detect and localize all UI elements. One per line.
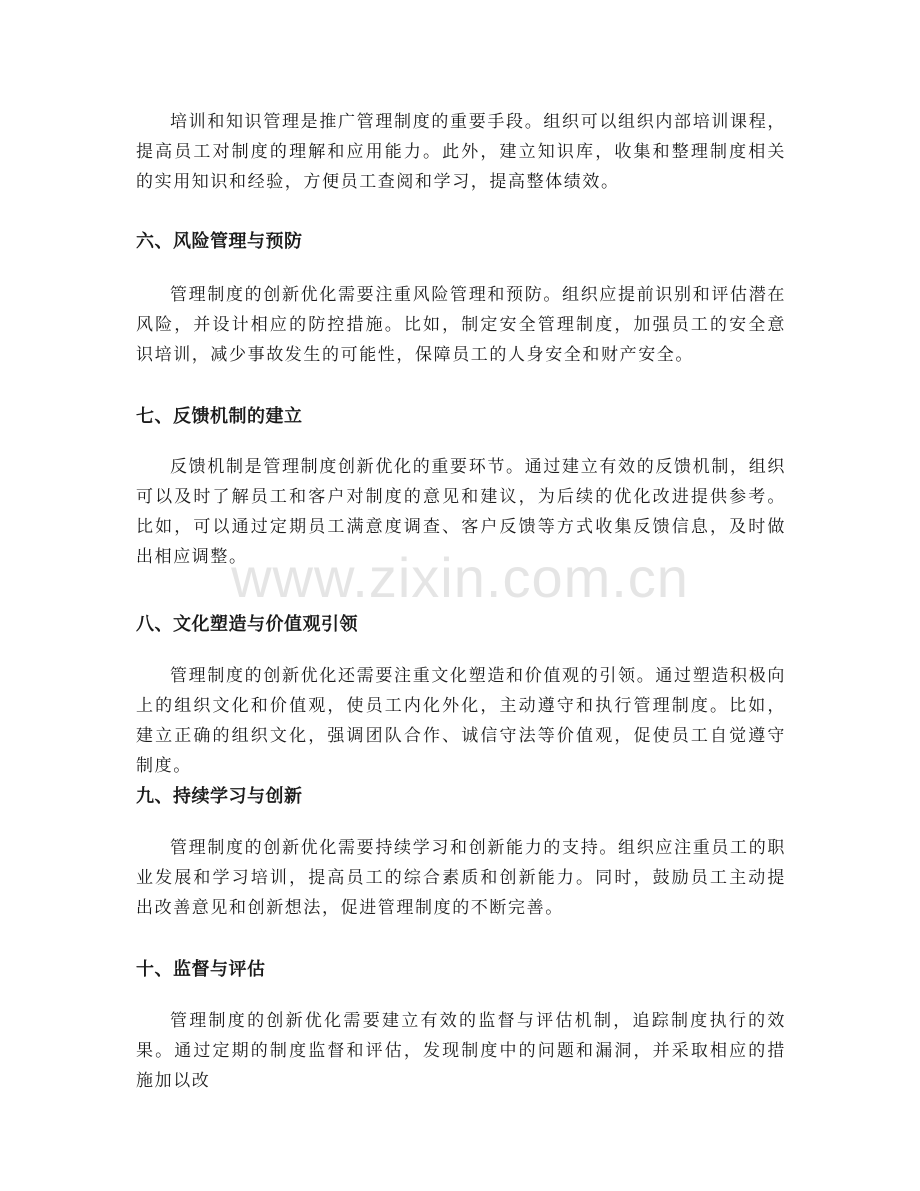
section-heading-7: 七、反馈机制的建立 [136,406,303,427]
section-heading-10: 十、监督与评估 [136,959,266,980]
section-heading-9: 九、持续学习与创新 [136,786,303,807]
section-heading-6: 六、风险管理与预防 [136,231,303,252]
section-body-6: 管理制度的创新优化需要注重风险管理和预防。组织应提前识别和评估潜在风险，并设计相应的防控措施。比如，制定安全管理制度，加强员工的安全意识培训，减少事故发生的可能性，保障员工的人身安全和财产安全。 [136,285,786,365]
section-body-9: 管理制度的创新优化需要持续学习和创新能力的支持。组织应注重员工的职业发展和学习培训，提高员工的综合素质和创新能力。同时，鼓励员工主动提出改善意见和创新想法，促进管理制度的不断完善。 [136,838,786,918]
intro-paragraph: 培训和知识管理是推广管理制度的重要手段。组织可以组织内部培训课程，提高员工对制度的理解和应用能力。此外，建立知识库，收集和整理制度相关的实用知识和经验，方便员工查阅和学习，提高整体绩效。 [136,112,786,192]
section-body-8: 管理制度的创新优化还需要注重文化塑造和价值观的引领。通过塑造积极向上的组织文化和价值观，使员工内化外化，主动遵守和执行管理制度。比如，建立正确的组织文化，强调团队合作、诚信守法等价值观，促使员工自觉遵守制度。 [136,666,786,776]
section-body-10: 管理制度的创新优化需要建立有效的监督与评估机制，追踪制度执行的效果。通过定期的制度监督和评估，发现制度中的问题和漏洞，并采取相应的措施加以改 [136,1011,786,1091]
section-heading-8: 八、文化塑造与价值观引领 [136,614,358,635]
watermark: www.zixin.com.cn [231,546,689,609]
section-body-7: 反馈机制是管理制度创新优化的重要环节。通过建立有效的反馈机制，组织可以及时了解员工和客户对制度的意见和建议，为后续的优化改进提供参考。比如，可以通过定期员工满意度调查、客户反馈等方式收集反馈信息，及时做出相应调整。 [136,457,786,567]
